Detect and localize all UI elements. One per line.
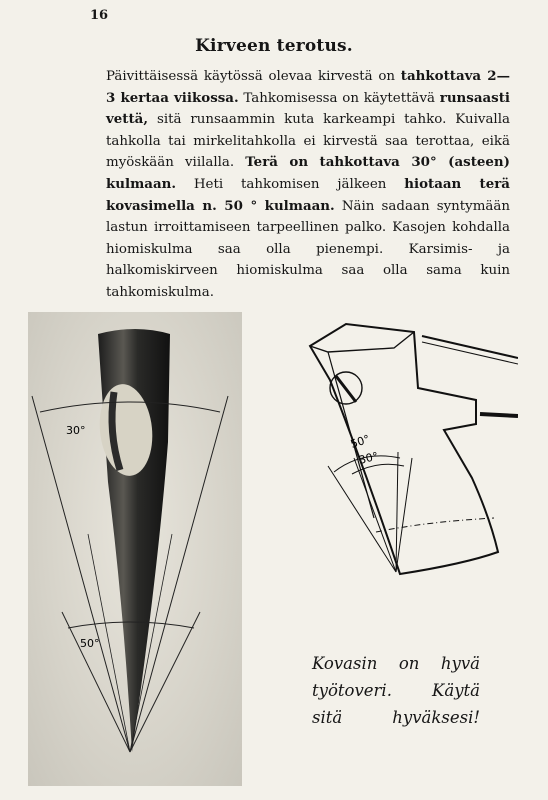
caption-line-3: sitä hyväksesi! [312,708,480,727]
photo-angle-bottom-label: 50° [80,637,100,650]
photo-angle-top-label: 30° [66,424,86,437]
axe-diagram-drawing [304,318,518,604]
diagram-handle-top [422,336,518,358]
diagram-centerline [376,518,494,532]
photo-line-left-inner [62,612,130,752]
bold-phrase: Terä on tahkottava 30° (asteen) kulmaan. [106,154,510,192]
axe-photo [28,312,242,786]
axe-photo-drawing [28,312,242,786]
diagram-line-1 [328,466,396,572]
axe-diagram [304,318,518,604]
diagram-handle-bottom [480,414,518,416]
diagram-angle-outer-label: 50° [348,432,372,451]
diagram-line-4 [396,458,412,572]
bold-phrase: runsaasti vettä, [106,89,510,128]
caption-line-1: Kovasin on hyvä [312,654,480,673]
text-run: Heti tahkomisen jälkeen [176,176,405,192]
caption-line-2: työtoveri. Käytä [312,681,480,700]
diagram-axe-outline [310,324,498,574]
bold-phrase: hiotaan terä kovasimella n. 50 ° kulmaan. [106,175,510,214]
caption [312,650,480,731]
bold-phrase: tahkottava 2—3 kertaa viikossa. [106,68,510,106]
diagram-line-3 [396,452,398,572]
text-run: Tahkomisessa on käytettävä [238,90,440,106]
body-paragraph [106,66,510,304]
page-title: Kirveen terotus. [195,36,353,56]
diagram-handle-top-inner [422,342,518,364]
text-run: Näin sadaan syntymään lastun irroittamiseen tarpeellinen palko. Kasojen kohdalla hiomiskulma saa olla pienempi. Karsimis- ja halkomiskirveen hiomiskulma saa olla sama kuin tahkomiskulma. [106,198,510,300]
page-number: 16 [90,8,109,23]
diagram-line-2 [354,458,396,572]
text-run: Päivittäisessä käytössä olevaa kirvestä on [106,69,401,84]
text-run: sitä runsaammin kuta karkeampi tahko. Kuivalla tahkolla tai mirkelitahkolla ei kirvestä saa terottaa, eikä myöskään viilalla. [106,112,510,171]
diagram-axe-top-edge [310,332,414,352]
diagram-eye-wedge [336,376,356,402]
diagram-angle-inner-label: 30° [357,449,380,467]
